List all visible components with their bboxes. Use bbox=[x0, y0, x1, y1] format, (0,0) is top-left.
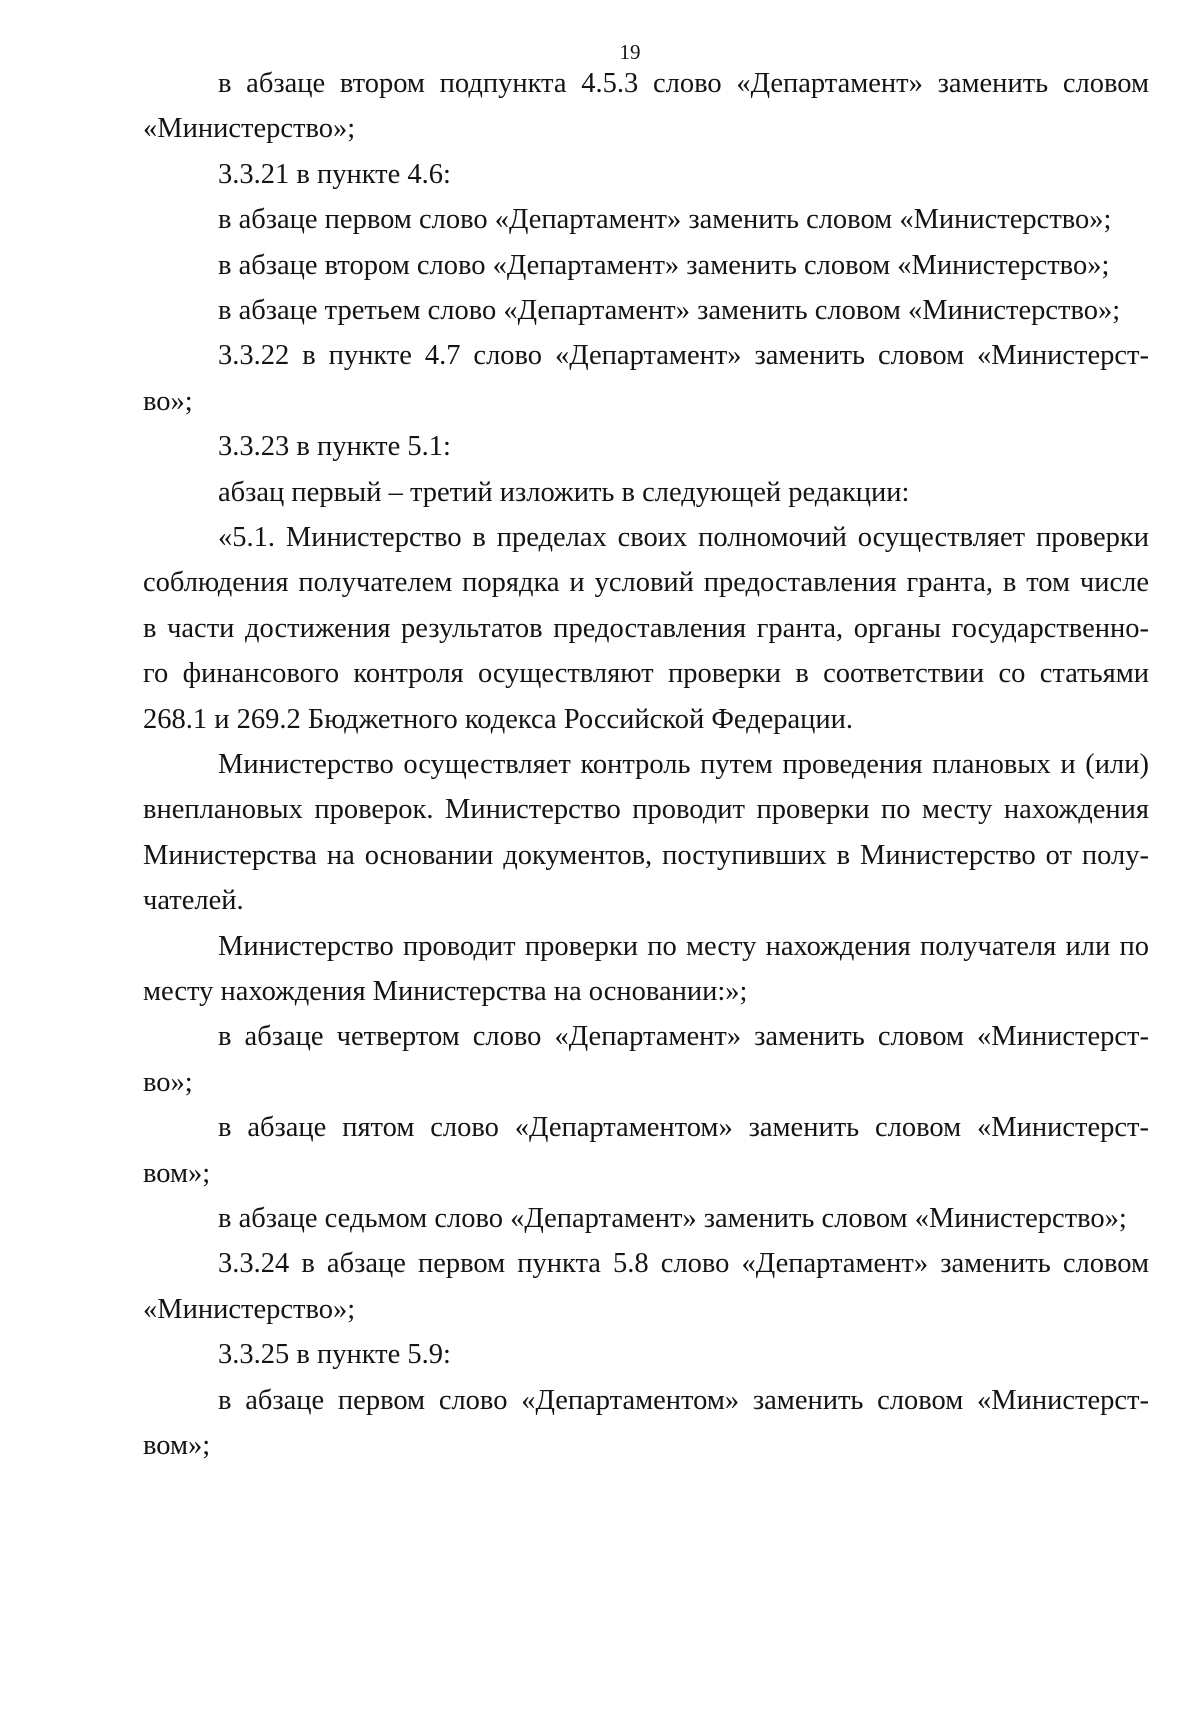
text-line: во»; bbox=[143, 1067, 193, 1098]
text-line: в абзаце втором слово «Департамент» заменить словом «Министерство»; bbox=[218, 250, 1110, 281]
text-line: Министерство проводит проверки по месту нахождения получателя или по bbox=[218, 931, 1149, 962]
text-line: чателей. bbox=[143, 885, 244, 916]
text-line: месту нахождения Министерства на основании:»; bbox=[143, 976, 748, 1007]
text-line: 3.3.25 в пункте 5.9: bbox=[218, 1339, 451, 1370]
text-line: 3.3.24 в абзаце первом пункта 5.8 слово «Департамент» заменить словом bbox=[218, 1248, 1149, 1279]
text-line: в абзаце втором подпункта 4.5.3 слово «Департамент» заменить словом bbox=[218, 68, 1149, 99]
page-number: 19 bbox=[619, 40, 641, 64]
text-line: в абзаце седьмом слово «Департамент» заменить словом «Министерство»; bbox=[218, 1203, 1127, 1234]
text-line: во»; bbox=[143, 386, 193, 417]
text-line: вом»; bbox=[143, 1158, 211, 1189]
text-line: соблюдения получателем порядка и условий предоставления гранта, в том числе bbox=[143, 567, 1149, 598]
text-line: 268.1 и 269.2 Бюджетного кодекса Российской Федерации. bbox=[143, 704, 854, 735]
text-line: «5.1. Министерство в пределах своих полномочий осуществляет проверки bbox=[218, 522, 1149, 553]
text-line: в абзаце третьем слово «Департамент» заменить словом «Министерство»; bbox=[218, 295, 1121, 326]
text-line: в абзаце пятом слово «Департаментом» заменить словом «Министерст- bbox=[218, 1112, 1149, 1143]
text-line: в абзаце четвертом слово «Департамент» заменить словом «Министерст- bbox=[218, 1021, 1149, 1052]
text-line: «Министерство»; bbox=[143, 1294, 356, 1325]
text-line: 3.3.22 в пункте 4.7 слово «Департамент» заменить словом «Министерст- bbox=[218, 340, 1149, 371]
text-line: «Министерство»; bbox=[143, 113, 356, 144]
text-line: внеплановых проверок. Министерство проводит проверки по месту нахождения bbox=[143, 794, 1149, 825]
text-line: го финансового контроля осуществляют проверки в соответствии со статьями bbox=[143, 658, 1149, 689]
text-line: Министерства на основании документов, поступивших в Министерство от полу- bbox=[143, 840, 1149, 871]
text-line: Министерство осуществляет контроль путем проведения плановых и (или) bbox=[218, 749, 1149, 780]
text-line: вом»; bbox=[143, 1430, 211, 1461]
text-line: в абзаце первом слово «Департаментом» заменить словом «Министерст- bbox=[218, 1385, 1149, 1416]
text-line: 3.3.21 в пункте 4.6: bbox=[218, 159, 451, 190]
text-line: 3.3.23 в пункте 5.1: bbox=[218, 431, 451, 462]
text-line: в части достижения результатов предоставления гранта, органы государственно- bbox=[143, 613, 1149, 644]
text-line: в абзаце первом слово «Департамент» заменить словом «Министерство»; bbox=[218, 204, 1112, 235]
text-line: абзац первый – третий изложить в следующей редакции: bbox=[218, 477, 910, 508]
